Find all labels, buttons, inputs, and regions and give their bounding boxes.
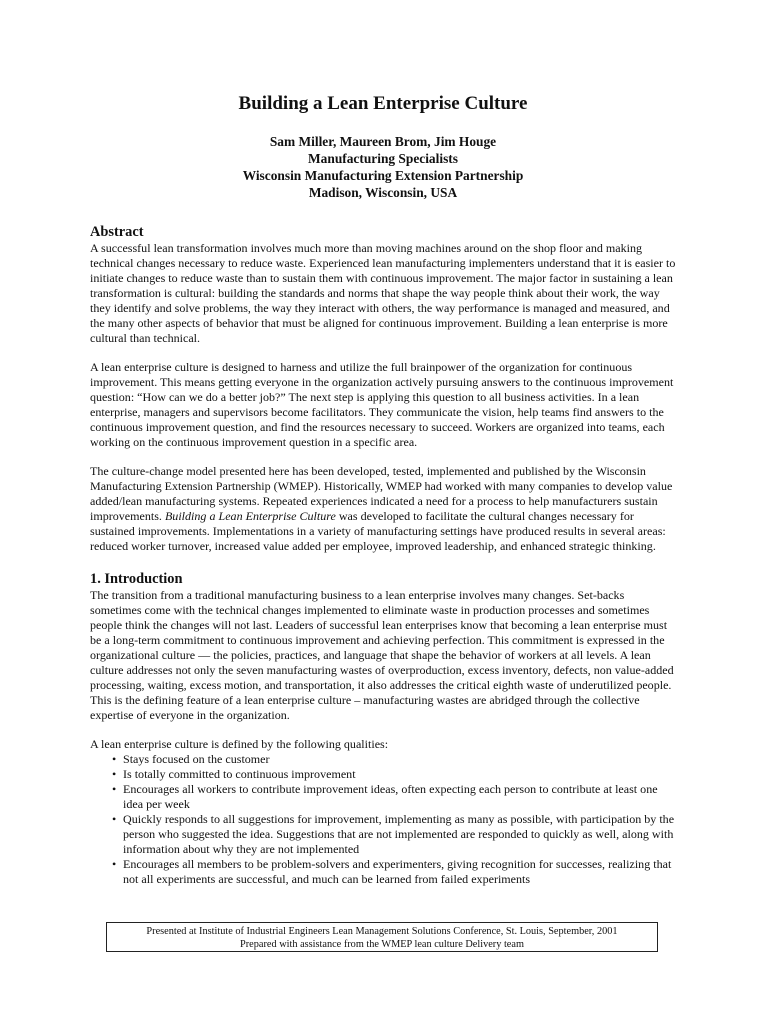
abstract-paragraph-3 bbox=[90, 464, 676, 554]
footer-line-2: Prepared with assistance from the WMEP lean culture Delivery team bbox=[240, 939, 524, 950]
author-location: Madison, Wisconsin, USA bbox=[308, 185, 458, 200]
bullet-icon: • bbox=[112, 782, 117, 796]
paper-title: Building a Lean Enterprise Culture bbox=[238, 93, 528, 114]
list-item: • Encourages all workers to contribute improvement ideas, often expecting each person to contribute at least one idea per week bbox=[112, 782, 658, 811]
abstract-p3-text-a: The culture-change model presented here has been developed, tested, implemented and published by the Wisconsin Manufacturing Extension Partnership (WMEP). Historically, WMEP had worked with many companies to develop value added/lean manufacturing systems. Repeated experiences indicated a need for a process to help manufacturers sustain improvements. bbox=[90, 464, 673, 523]
author-org: Wisconsin Manufacturing Extension Partnership bbox=[242, 168, 524, 183]
abstract-paragraph-2: A lean enterprise culture is designed to harness and utilize the full brainpower of the organization for continuous improvement. This means getting everyone in the organization actively pursuing answers to the continuous improvement question: “How can we do a better job?” The next step is applying this question to all business activities. In a lean enterprise, managers and supervisors become facilitators. They communicate the vision, help teams find answers to the continuous improvement question, and find the resources necessary to succeed. Workers are organized into teams, each working on the continuous improvement question in a specific area. bbox=[90, 360, 674, 449]
bullet-icon: • bbox=[112, 767, 117, 781]
abstract-paragraph-1: A successful lean transformation involves much more than moving machines around on the shop floor and making technical changes necessary to reduce waste. Experienced lean manufacturing implementers understand that it is easier to initiate changes to reduce waste than to sustain them with continuous improvement. The major factor in sustaining a lean transformation is cultural: building the standards and norms that shape the way people think about their work, the way they identify and solve problems, the way they interact with others, the way performance is managed and measured, and the many other aspects of behavior that must be aligned for continuous improvement. Building a lean enterprise is more cultural than technical. bbox=[90, 241, 676, 345]
abstract-heading: Abstract bbox=[90, 224, 144, 240]
qualities-list bbox=[90, 752, 676, 887]
bullet-icon: • bbox=[112, 857, 117, 871]
author-names: Sam Miller, Maureen Brom, Jim Houge bbox=[269, 134, 497, 149]
introduction-paragraph-1: The transition from a traditional manufacturing business to a lean enterprise involves many changes. Set-backs sometimes come with the technical changes implemented to eliminate waste in production processes and sometimes people think the changes will not last. Leaders of successful lean enterprises know that becoming a lean enterprise must be a long-term commitment to continuous improvement and achieving perfection. This commitment is expressed in the organizational culture — the policies, practices, and language that shape the behavior of workers at all levels. A lean culture addresses not only the seven manufacturing wastes of overproduction, excess inventory, defects, non value-added processing, waiting, excess motion, and transportation, it also addresses the critical eighth waste of underutilized people. This is the defining feature of a lean enterprise culture – manufacturing wastes are abridged through the collective expertise of everyone in the organization. bbox=[90, 588, 674, 722]
author-block bbox=[90, 133, 676, 201]
bullet-icon: • bbox=[112, 752, 117, 766]
list-item: • Stays focused on the customer bbox=[112, 752, 270, 766]
conference-footer-box bbox=[106, 922, 658, 952]
list-item: • Encourages all members to be problem-solvers and experimenters, giving recognition for successes, realizing that not all experiments are successful, and much can be learned from failed experiments bbox=[112, 857, 672, 886]
abstract-p3-italic-title: Building a Lean Enterprise Culture bbox=[164, 509, 336, 523]
list-item: • Quickly responds to all suggestions for improvement, implementing as many as possible, with participation by the person who suggested the idea. Suggestions that are not implemented are responded to quickly as well, along with information about why they are not implemented bbox=[112, 812, 675, 856]
introduction-heading: 1. Introduction bbox=[90, 571, 183, 587]
bullet-icon: • bbox=[112, 812, 117, 826]
introduction-paragraph-2: A lean enterprise culture is defined by the following qualities: bbox=[90, 737, 389, 751]
author-role: Manufacturing Specialists bbox=[308, 151, 458, 166]
abstract-p3-text-b: was developed to facilitate the cultural changes necessary for sustained improvements. Implementations in a variety of manufacturing settings have produced results in several areas: reduced worker turnover, increased value added per employee, improved leadership, and enhanced strategic thinking. bbox=[90, 509, 666, 553]
list-item: • Is totally committed to continuous improvement bbox=[112, 767, 356, 781]
paper-body bbox=[90, 92, 676, 887]
footer-line-1: Presented at Institute of Industrial Engineers Lean Management Solutions Conference, St. Louis, September, 2001 bbox=[146, 926, 618, 937]
